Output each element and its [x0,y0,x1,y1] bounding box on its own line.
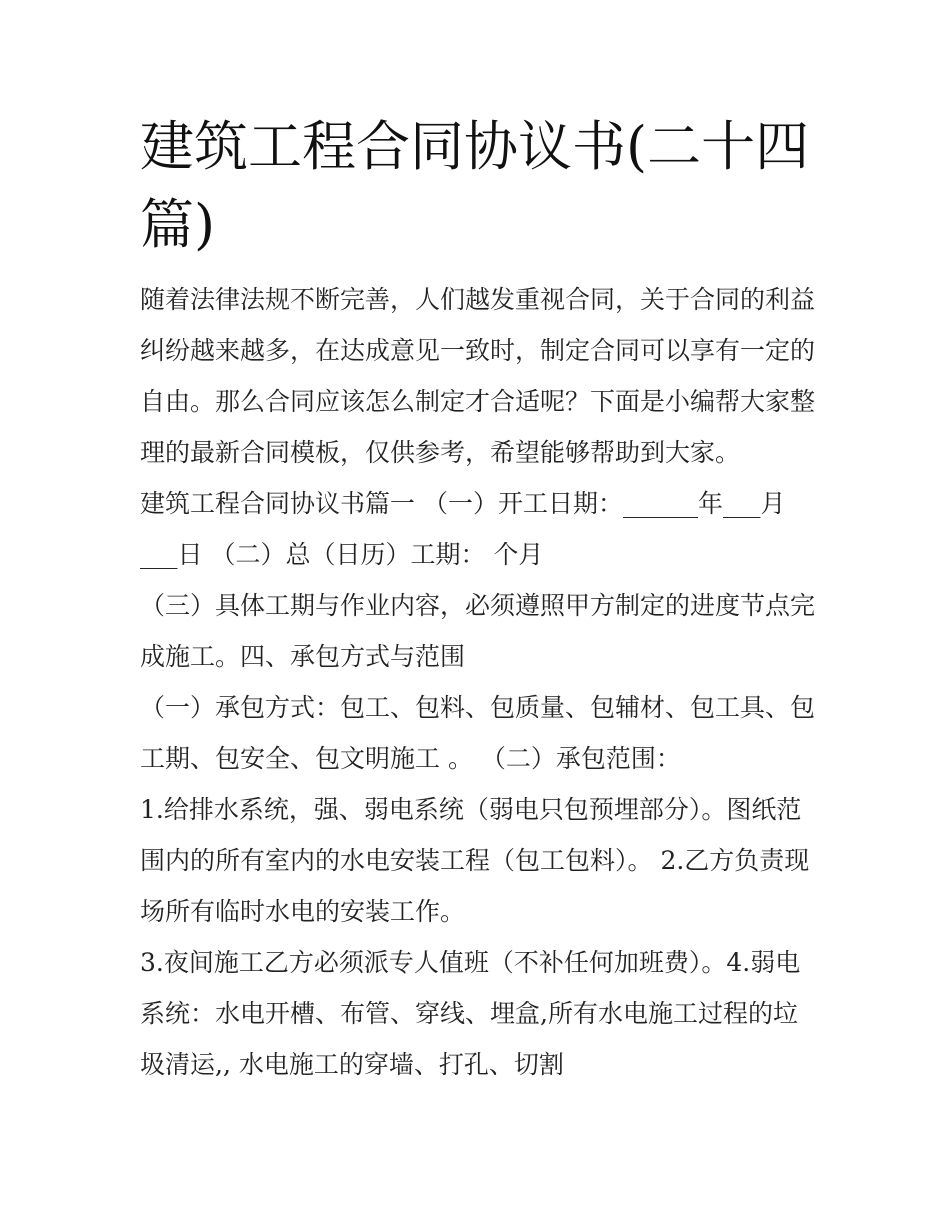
text-line: 建筑工程合同协议书篇一 （一）开工日期：______年___月 [140,489,786,518]
paragraph-dates [140,478,820,580]
text-line: 理的最新合同模板，仅供参考，希望能够帮助到大家。 [140,438,741,467]
title-line: 篇) [140,193,216,256]
paragraph-schedule [140,580,820,682]
text-line: 成施工。四、承包方式与范围 [140,642,466,671]
text-line: 围内的所有室内的水电安装工程（包工包料）。 2.乙方负责现 [140,846,810,875]
text-line: ___日 （二）总（日历）工期： 个月 [140,540,544,569]
text-line: 系统：水电开槽、布管、穿线、埋盒,所有水电施工过程的垃 [140,999,798,1028]
paragraph-scope-2 [140,937,820,1090]
document-title [140,108,820,264]
text-line: 圾清运,, 水电施工的穿墙、打孔、切割 [140,1050,564,1079]
paragraph-scope-1 [140,784,820,937]
text-line: 3.夜间施工乙方必须派专人值班（不补任何加班费）。4.弱电 [140,948,801,977]
text-line: 纠纷越来越多，在达成意见一致时，制定合同可以享有一定的 [140,336,816,365]
paragraph-intro [140,274,820,478]
title-line: 建筑工程合同协议书(二十四 [140,115,810,178]
text-line: 1.给排水系统，强、弱电系统（弱电只包预埋部分）。图纸范 [140,795,802,824]
text-line: 随着法律法规不断完善，人们越发重视合同，关于合同的利益 [140,285,816,314]
text-line: 场所有临时水电的安装工作。 [140,897,466,926]
text-line: 自由。那么合同应该怎么制定才合适呢？下面是小编帮大家整 [140,387,816,416]
document-body [140,274,820,1090]
text-line: （一）承包方式：包工、包料、包质量、包辅材、包工具、包 [140,693,816,722]
paragraph-contract-method [140,682,820,784]
text-line: 工期、包安全、包文明施工 。 （二）承包范围： [140,744,681,773]
text-line: （三）具体工期与作业内容，必须遵照甲方制定的进度节点完 [140,591,816,620]
